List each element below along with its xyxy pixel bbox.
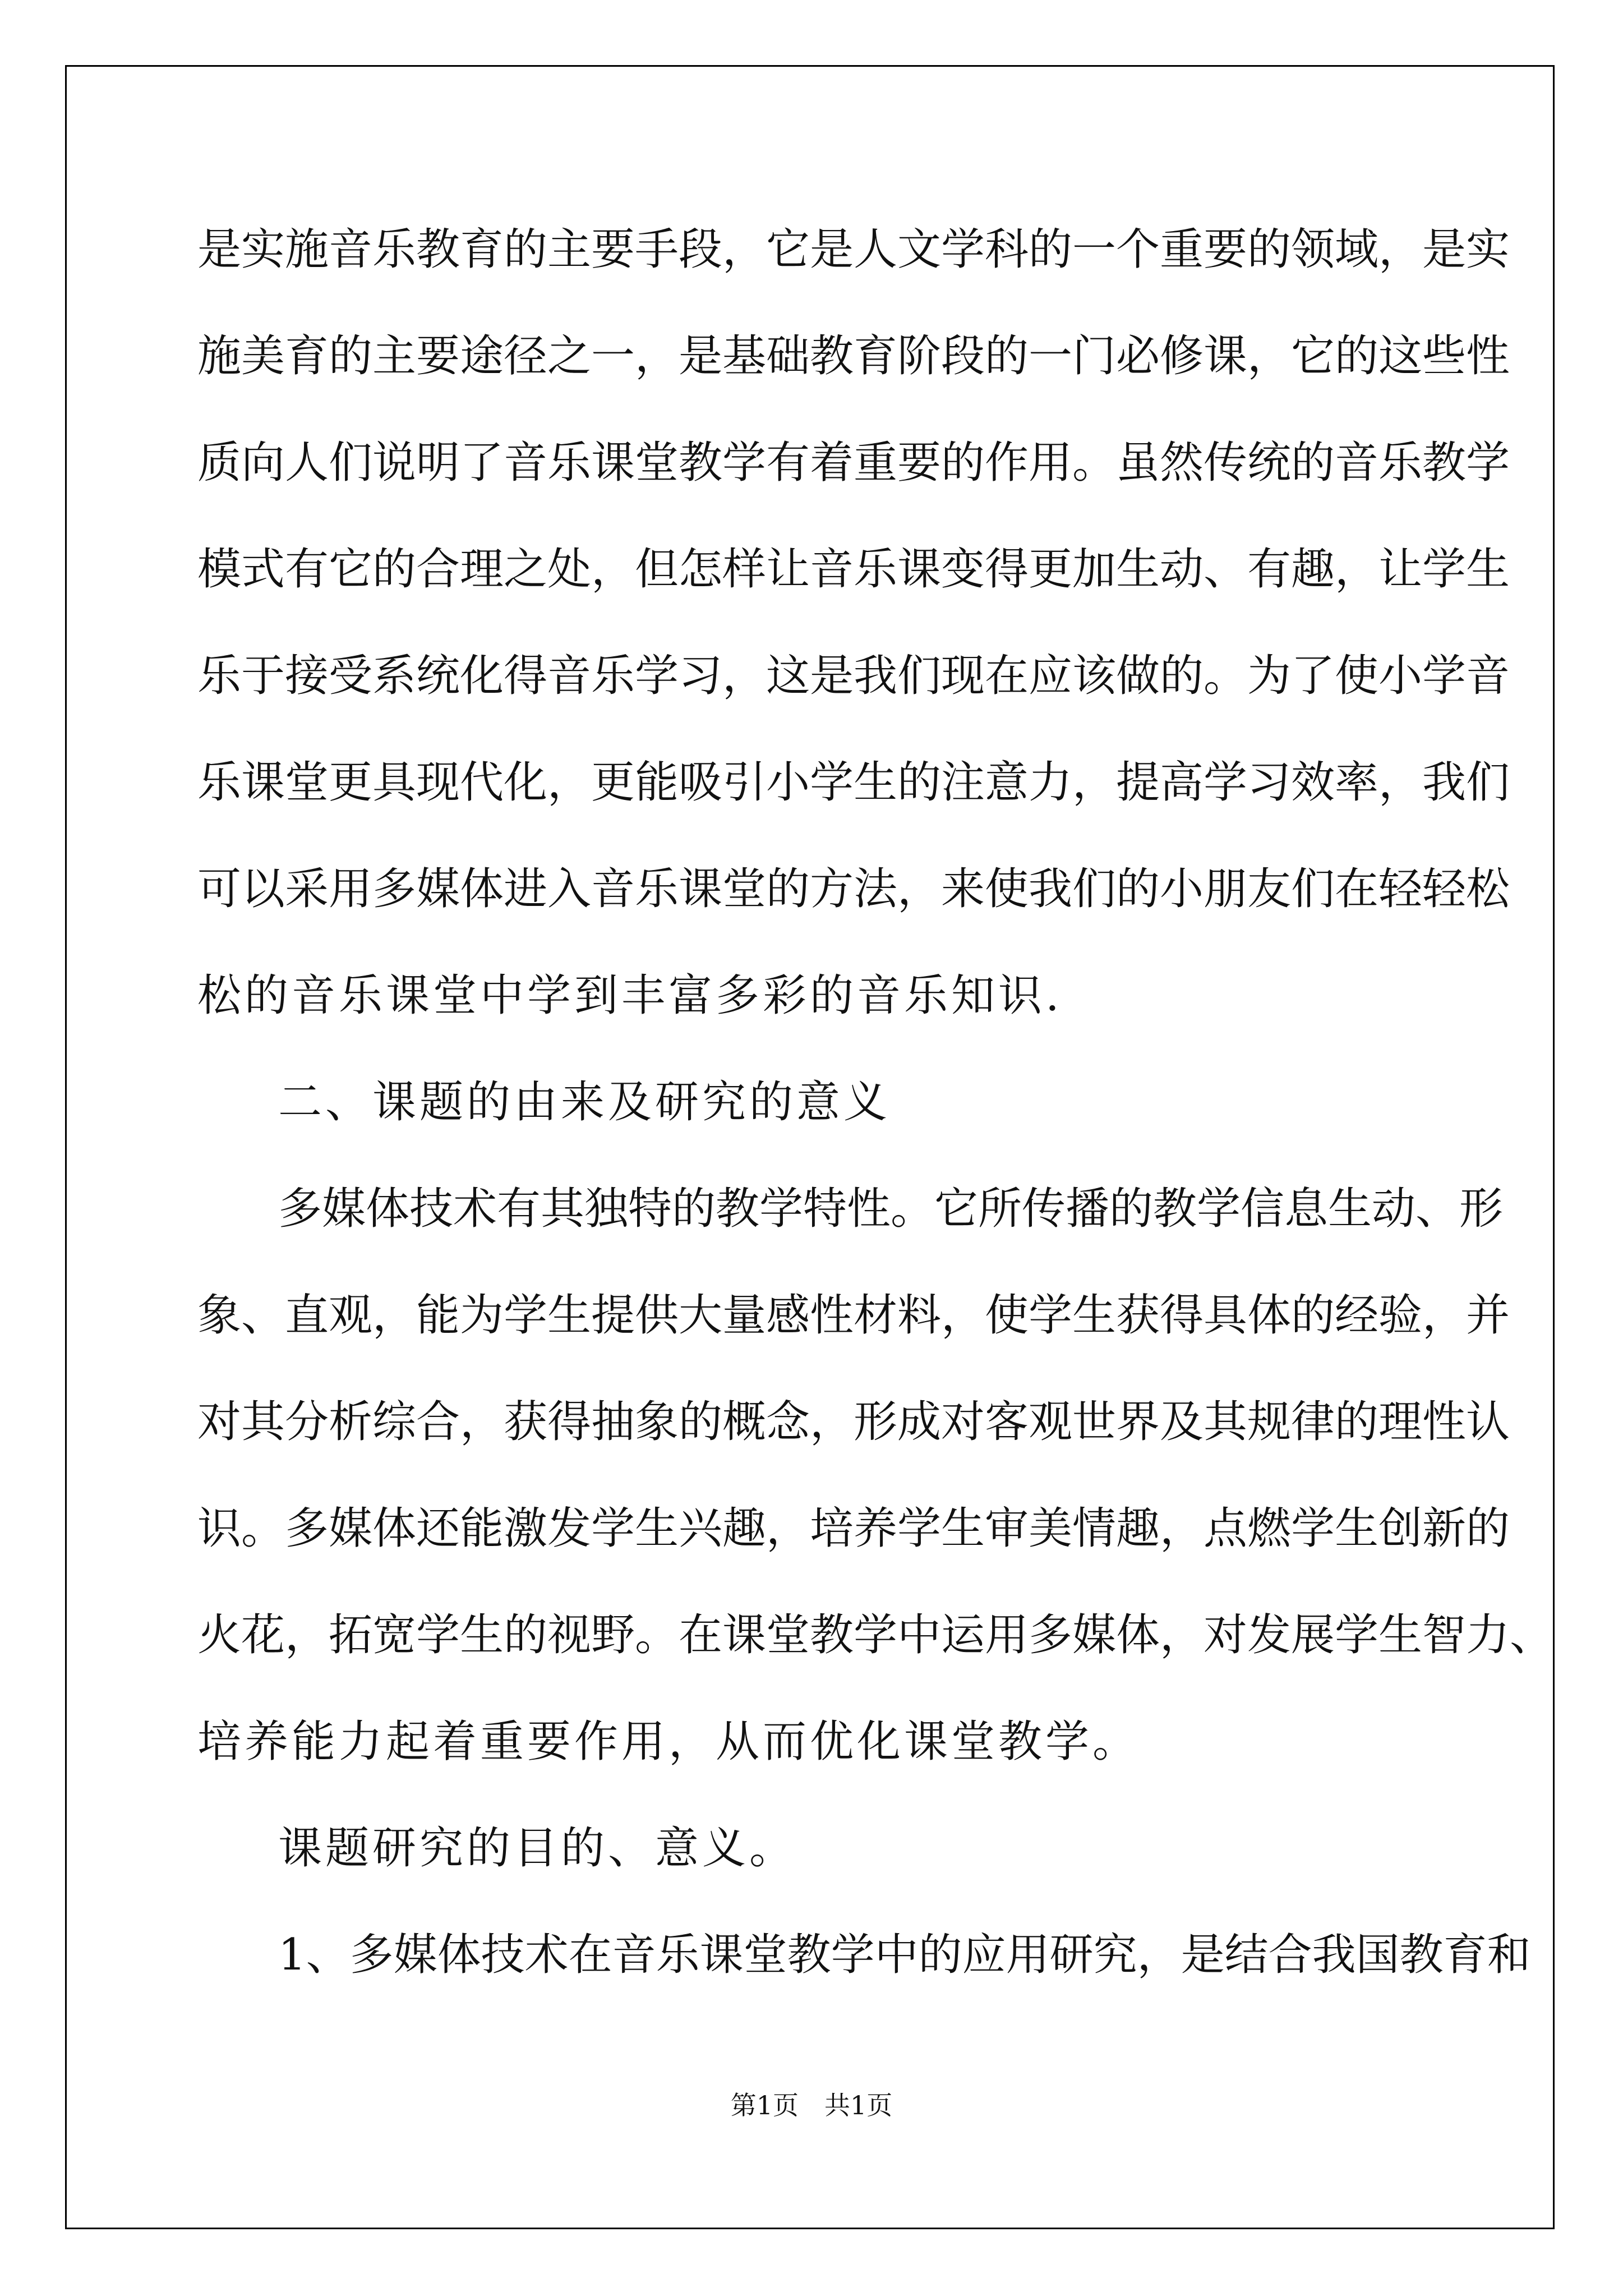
body-line: 松的音乐课堂中学到丰富多彩的音乐知识. (197, 970, 1063, 1021)
body-line: 多媒体技术有其独特的教学特性。它所传播的教学信息生动、形 (278, 1184, 1504, 1234)
section-heading: 二、课题的由来及研究的意义 (278, 1077, 891, 1128)
page-footer: 第1页 共1页 (730, 2090, 893, 2120)
body-line: 乐课堂更具现代化，更能吸引小学生的注意力，提高学习效率，我们 (197, 757, 1510, 808)
body-line: 1、多媒体技术在音乐课堂教学中的应用研究，是结合我国教育和 (278, 1930, 1531, 1980)
body-line: 象、直观，能为学生提供大量感性材料，使学生获得具体的经验，并 (197, 1290, 1510, 1341)
body-line: 是实施音乐教育的主要手段，它是人文学科的一个重要的领域，是实 (197, 224, 1510, 275)
body-line: 培养能力起着重要作用，从而优化课堂教学。 (197, 1717, 1140, 1767)
body-line: 乐于接受系统化得音乐学习，这是我们现在应该做的。为了使小学音 (197, 651, 1510, 701)
body-line: 模式有它的合理之处，但怎样让音乐课变得更加生动、有趣，让学生 (197, 544, 1510, 595)
body-line: 可以采用多媒体进入音乐课堂的方法，来使我们的小朋友们在轻轻松 (197, 864, 1510, 914)
body-line: 火花，拓宽学生的视野。在课堂教学中运用多媒体，对发展学生智力、 (197, 1610, 1554, 1660)
subheading: 课题研究的目的、意义。 (278, 1823, 797, 1874)
body-line: 识。多媒体还能激发学生兴趣，培养学生审美情趣，点燃学生创新的 (197, 1503, 1510, 1554)
body-line: 对其分析综合，获得抽象的概念，形成对客观世界及其规律的理性认 (197, 1397, 1510, 1447)
body-line: 施美育的主要途径之一，是基础教育阶段的一门必修课，它的这些性 (197, 331, 1510, 381)
body-line: 质向人们说明了音乐课堂教学有着重要的作用。虽然传统的音乐教学 (197, 438, 1510, 488)
